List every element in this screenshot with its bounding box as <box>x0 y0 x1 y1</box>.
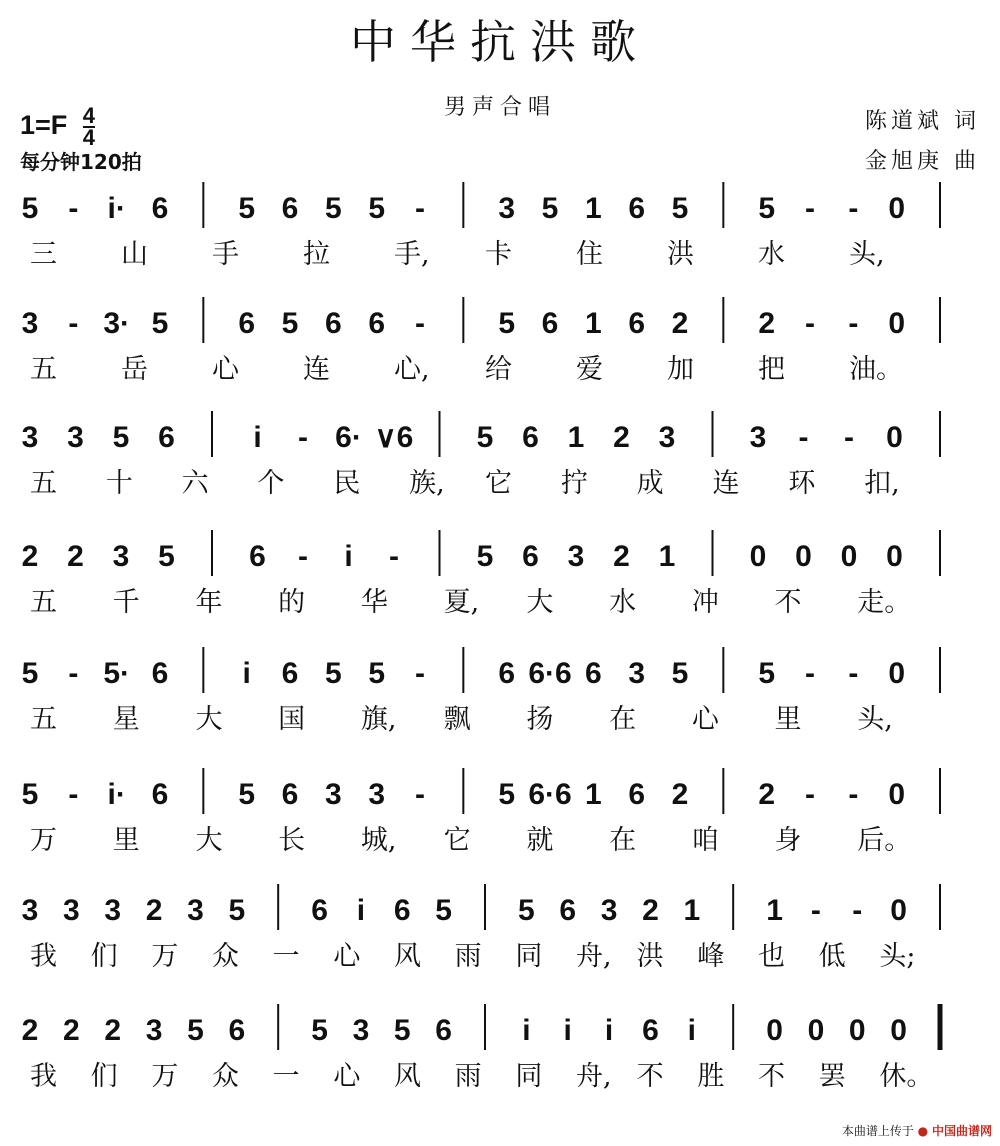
note: 2 <box>613 540 630 573</box>
lyric-syllable: 洪 <box>636 941 664 972</box>
note: 5 <box>324 657 342 690</box>
lyric-syllable: 在 <box>609 825 637 856</box>
note: 0 <box>888 657 906 690</box>
note: 3 <box>658 421 676 454</box>
note: 5 <box>476 421 494 454</box>
tempo-marking: 每分钟120拍 <box>20 150 142 174</box>
note: 1 <box>567 421 585 454</box>
note: 6 <box>324 307 342 340</box>
note: - <box>848 657 859 690</box>
note: 5 <box>187 1014 204 1047</box>
lyric-syllable: 五 <box>30 354 57 385</box>
note: - <box>805 192 815 225</box>
time-top: 4 <box>82 103 96 128</box>
note: 3 <box>187 894 204 927</box>
lyric-syllable: 十 <box>105 468 133 499</box>
lyric-syllable: 罢 <box>818 1061 846 1092</box>
lyric-syllable: 扬 <box>526 704 554 735</box>
note: 0 <box>888 307 906 340</box>
note: 6 <box>281 778 299 811</box>
note: 6 <box>368 307 386 340</box>
note: 5 <box>498 778 516 811</box>
note: 2 <box>671 307 689 340</box>
note: 5 <box>324 192 342 225</box>
lyric-syllable: 城, <box>360 825 397 856</box>
lyric-syllable: 大 <box>526 587 554 618</box>
note: 2 <box>613 421 630 454</box>
note: 6 <box>151 778 169 811</box>
lyric-syllable: 手, <box>394 239 430 270</box>
lyric-syllable: 峰 <box>697 941 725 972</box>
note: 3 <box>104 894 122 927</box>
note: 0 <box>890 1014 907 1047</box>
note: 0 <box>888 192 906 225</box>
note: 0 <box>890 894 907 927</box>
lyric-syllable: 我 <box>30 1061 57 1092</box>
note: 3 <box>63 894 80 927</box>
note: i <box>356 894 366 927</box>
note: i· <box>107 778 126 811</box>
note: i <box>242 657 251 690</box>
note: 3 <box>352 1014 370 1047</box>
lyric-syllable: 心 <box>212 354 239 385</box>
note: 6 <box>249 540 266 573</box>
lyric-syllable: 头, <box>857 704 893 735</box>
lyric-syllable: 心 <box>333 1061 361 1092</box>
lyric-syllable: 心 <box>691 704 719 735</box>
note: i· <box>107 192 126 225</box>
note: 3 <box>628 657 646 690</box>
note: i <box>687 1014 696 1047</box>
note: 6 <box>498 657 516 690</box>
note: 6 <box>151 657 169 690</box>
note: - <box>415 192 425 225</box>
voicing-subtitle: 男声合唱 <box>443 95 556 120</box>
note: 6 <box>628 192 646 225</box>
lyric-syllable: 拉 <box>303 239 330 270</box>
note: i <box>604 1014 614 1047</box>
lyric-syllable: 爱 <box>576 354 603 385</box>
note: 3 <box>749 421 767 454</box>
lyric-syllable: 长 <box>278 825 306 856</box>
lyric-syllable: 千 <box>112 587 140 618</box>
lyric-syllable: 岳 <box>121 354 148 385</box>
lyric-syllable: 休。 <box>879 1061 934 1092</box>
note: 6·6 <box>528 778 572 811</box>
lyric-syllable: 低 <box>818 941 846 972</box>
note: i <box>344 540 353 573</box>
note: 6 <box>642 1014 659 1047</box>
note: 0 <box>848 1014 866 1047</box>
note: 2 <box>642 894 659 927</box>
note: 5 <box>21 778 39 811</box>
note: 5 <box>541 192 559 225</box>
note: 2 <box>21 1014 39 1047</box>
note: - <box>68 192 79 225</box>
note: 0 <box>807 1014 825 1047</box>
lyric-syllable: 加 <box>667 354 694 385</box>
lyric-syllable: 卡 <box>485 239 512 270</box>
note: 5 <box>435 894 452 927</box>
note: 6 <box>281 657 299 690</box>
note: 5 <box>238 778 256 811</box>
note: 6 <box>158 421 175 454</box>
note: 5 <box>758 657 776 690</box>
note: 2 <box>63 1014 80 1047</box>
lyric-syllable: 我 <box>30 941 57 972</box>
footer-site-name: 中国曲谱网 <box>931 1124 992 1138</box>
note: 0 <box>749 540 767 573</box>
note: 3 <box>21 307 39 340</box>
lyric-syllable: 把 <box>758 354 785 385</box>
note: - <box>805 778 815 811</box>
note: 5 <box>671 657 689 690</box>
note: - <box>798 421 809 454</box>
note: 2 <box>758 307 776 340</box>
key-text: 1=F <box>20 110 68 141</box>
note: - <box>298 421 308 454</box>
note: 3 <box>368 778 386 811</box>
note: - <box>844 421 854 454</box>
note: 5 <box>368 192 386 225</box>
lyric-syllable: 胜 <box>697 1061 725 1092</box>
lyric-syllable: 连 <box>712 468 740 499</box>
note: 5 <box>21 657 39 690</box>
note: - <box>68 778 79 811</box>
note: - <box>805 307 815 340</box>
lyric-syllable: 扣, <box>864 468 900 499</box>
lyric-syllable: 六 <box>181 468 209 499</box>
note: 0 <box>795 540 812 573</box>
lyric-syllable: 心, <box>394 354 430 385</box>
note: 5 <box>311 1014 328 1047</box>
note: - <box>389 540 399 573</box>
note: 1 <box>584 307 602 340</box>
note: 6 <box>311 894 328 927</box>
lyric-syllable: 旗, <box>360 704 397 735</box>
note: 3 <box>21 421 39 454</box>
lyric-syllable: 拧 <box>560 468 588 499</box>
note: 1 <box>683 894 701 927</box>
note: 2 <box>21 540 39 573</box>
note: - <box>415 657 425 690</box>
note: 2 <box>671 778 689 811</box>
lyric-syllable: 一 <box>272 941 300 972</box>
song-title: 中华抗洪歌 <box>350 15 650 69</box>
note: 2 <box>67 540 84 573</box>
lyric-syllable: 飘 <box>443 704 471 735</box>
note: 5· <box>103 657 131 690</box>
lyric-syllable: 们 <box>90 941 118 972</box>
lyric-syllable: 里 <box>774 704 802 735</box>
lyric-syllable: 五 <box>30 468 57 499</box>
lyric-syllable: 华 <box>360 587 388 618</box>
lyric-syllable: 民 <box>333 468 361 499</box>
lyric-syllable: 心 <box>333 941 361 972</box>
note: 5 <box>368 657 386 690</box>
note: ∨6 <box>374 421 414 454</box>
note: 0 <box>766 1014 783 1047</box>
lyric-syllable: 水 <box>609 587 637 618</box>
lyric-syllable: 众 <box>212 941 239 972</box>
lyric-syllable: 舟, <box>576 1061 612 1092</box>
note: - <box>805 657 815 690</box>
note: - <box>68 307 79 340</box>
lyric-syllable: 手 <box>212 239 239 270</box>
note: 3 <box>324 778 342 811</box>
note: 3· <box>103 307 131 340</box>
note: 6 <box>541 307 559 340</box>
lyric-syllable: 众 <box>212 1061 239 1092</box>
note: - <box>298 540 308 573</box>
note: 3 <box>145 1014 163 1047</box>
note: 5 <box>151 307 169 340</box>
note: 6 <box>393 894 411 927</box>
lyric-syllable: 走。 <box>857 587 912 618</box>
lyric-syllable: 也 <box>758 941 785 972</box>
note: - <box>415 307 425 340</box>
note: 6 <box>151 192 169 225</box>
note: 6 <box>522 540 539 573</box>
lyric-syllable: 住 <box>576 239 603 270</box>
lyric-syllable: 雨 <box>454 941 482 972</box>
lyric-syllable: 它 <box>443 825 471 856</box>
lyric-syllable: 身 <box>774 825 802 856</box>
note: i <box>563 1014 572 1047</box>
lyric-syllable: 山 <box>121 239 148 270</box>
note: 5 <box>758 192 776 225</box>
lyric-syllable: 它 <box>485 468 512 499</box>
note: 6 <box>435 1014 452 1047</box>
composer-credit: 金旭庚 曲 <box>865 149 980 174</box>
lyric-syllable: 连 <box>303 354 330 385</box>
note: - <box>415 778 425 811</box>
lyric-syllable: 冲 <box>691 587 719 618</box>
lyric-syllable: 万 <box>151 1061 179 1092</box>
lyric-syllable: 里 <box>112 825 140 856</box>
note: 2 <box>104 1014 122 1047</box>
note: 1 <box>584 192 602 225</box>
note: 5 <box>158 540 175 573</box>
lyric-syllable: 族, <box>409 468 445 499</box>
time-bottom: 4 <box>82 125 96 150</box>
lyricist-credit: 陈道斌 词 <box>865 109 980 134</box>
lyric-syllable: 后。 <box>857 825 912 856</box>
lyric-syllable: 不 <box>774 587 802 618</box>
note: 1 <box>584 778 602 811</box>
lyric-syllable: 夏, <box>443 587 480 618</box>
note: 5 <box>112 421 130 454</box>
note: 6 <box>628 307 646 340</box>
note: 5 <box>518 894 535 927</box>
note: 1 <box>766 894 783 927</box>
note: i <box>522 1014 531 1047</box>
note: 6·6 <box>528 657 572 690</box>
lyric-syllable: 成 <box>636 468 664 499</box>
lyric-syllable: 给 <box>485 354 512 385</box>
lyric-syllable: 咱 <box>691 825 719 856</box>
note: 6· <box>335 421 362 454</box>
lyric-syllable: 三 <box>30 239 57 270</box>
note: 5 <box>238 192 256 225</box>
lyric-syllable: 们 <box>90 1061 118 1092</box>
note: 1 <box>658 540 676 573</box>
note: i <box>253 421 262 454</box>
note: - <box>848 307 859 340</box>
lyric-syllable: 个 <box>257 468 285 499</box>
lyric-syllable: 头, <box>849 239 885 270</box>
note: 6 <box>228 1014 246 1047</box>
lyric-syllable: 大 <box>195 704 223 735</box>
lyric-syllable: 水 <box>758 239 785 270</box>
lyric-syllable: 舟, <box>576 941 612 972</box>
note: 6 <box>281 192 299 225</box>
note: 5 <box>393 1014 411 1047</box>
footer-uploaded-text: 本曲谱上传于 <box>841 1124 914 1138</box>
lyric-syllable: 国 <box>278 704 306 735</box>
lyric-syllable: 五 <box>30 704 57 735</box>
note: 2 <box>758 778 776 811</box>
note: 0 <box>840 540 858 573</box>
lyric-syllable: 同 <box>515 1061 543 1092</box>
lyric-syllable: 星 <box>112 704 140 735</box>
lyric-syllable: 油。 <box>849 354 903 385</box>
note: - <box>848 192 859 225</box>
lyric-syllable: 一 <box>272 1061 300 1092</box>
lyric-syllable: 头; <box>879 941 916 972</box>
note: - <box>68 657 79 690</box>
lyric-syllable: 就 <box>526 825 554 856</box>
note: 0 <box>888 778 906 811</box>
lyric-syllable: 的 <box>278 587 306 618</box>
lyric-syllable: 同 <box>515 941 543 972</box>
note: - <box>852 894 863 927</box>
lyric-syllable: 万 <box>151 941 179 972</box>
note: 3 <box>67 421 84 454</box>
note: - <box>848 778 859 811</box>
lyric-syllable: 环 <box>788 468 816 499</box>
note: 6 <box>584 657 602 690</box>
note: 6 <box>559 894 577 927</box>
site-logo-icon: ● <box>917 1124 929 1138</box>
note: 5 <box>228 894 246 927</box>
note: 6 <box>522 421 539 454</box>
footer-credit <box>842 1122 992 1139</box>
lyric-syllable: 五 <box>30 587 57 618</box>
note: 6 <box>628 778 646 811</box>
note: 5 <box>21 192 39 225</box>
note: 3 <box>112 540 130 573</box>
note: 3 <box>567 540 585 573</box>
note: 3 <box>498 192 516 225</box>
note: 5 <box>671 192 689 225</box>
note: 6 <box>238 307 256 340</box>
lyric-syllable: 不 <box>758 1061 785 1092</box>
note: 5 <box>281 307 299 340</box>
note: 3 <box>600 894 618 927</box>
lyric-syllable: 洪 <box>667 239 694 270</box>
note: 5 <box>498 307 516 340</box>
note: 3 <box>21 894 39 927</box>
lyric-syllable: 不 <box>636 1061 664 1092</box>
lyric-syllable: 雨 <box>454 1061 482 1092</box>
lyric-syllable: 大 <box>195 825 223 856</box>
note: - <box>810 894 821 927</box>
note: 2 <box>145 894 163 927</box>
note: 5 <box>476 540 494 573</box>
lyric-syllable: 风 <box>394 941 421 972</box>
lyric-syllable: 在 <box>609 704 637 735</box>
note: 0 <box>886 540 903 573</box>
lyric-syllable: 年 <box>195 587 223 618</box>
note: 0 <box>886 421 903 454</box>
lyric-syllable: 风 <box>394 1061 421 1092</box>
lyric-syllable: 万 <box>30 825 57 856</box>
